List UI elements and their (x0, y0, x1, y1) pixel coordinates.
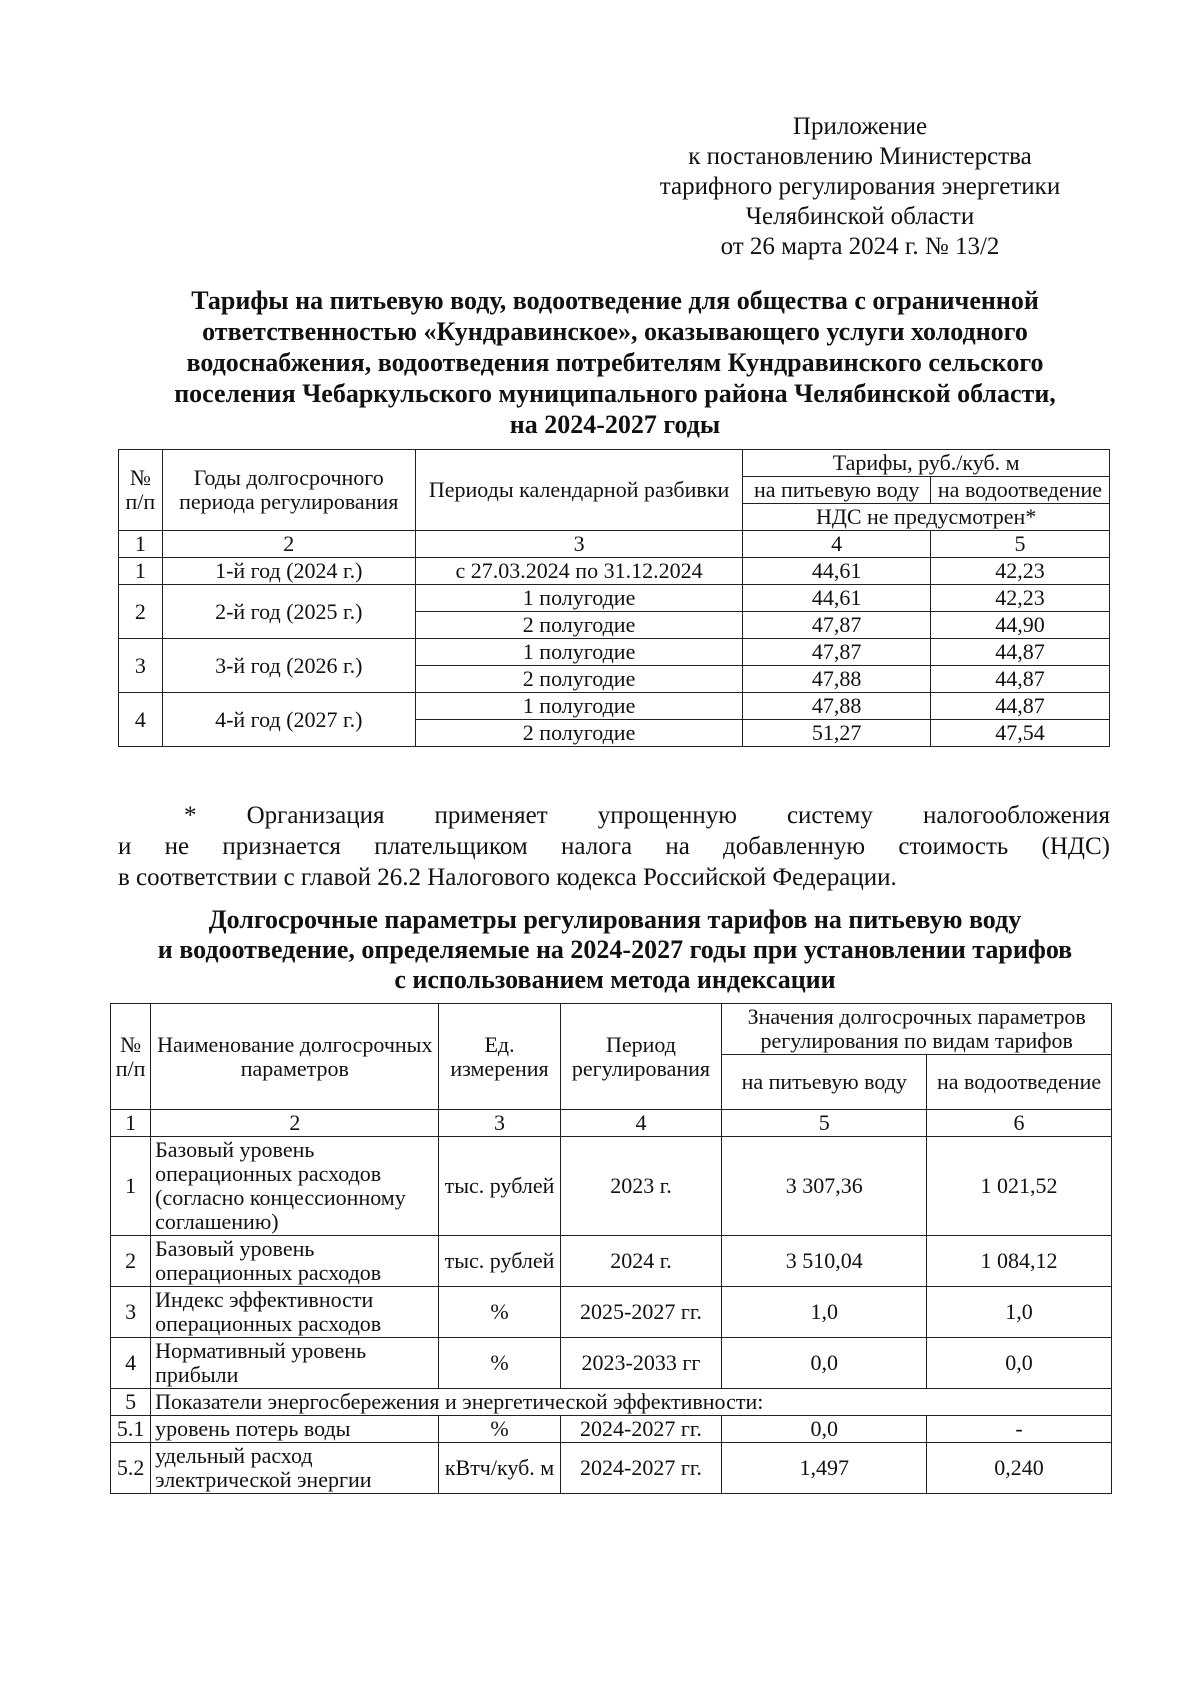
row-num: 3 (111, 1287, 151, 1338)
vat-footnote (118, 800, 1110, 893)
title-line: и водоотведение, определяемые на 2024-2027 годы при установлении тарифов (157, 935, 1073, 964)
table-row (111, 1236, 1112, 1287)
row-year: 2-й год (2025 г.) (162, 585, 415, 639)
table-row (111, 1287, 1112, 1338)
appendix-line: к постановлению Министерства (688, 143, 1032, 170)
table-row (119, 639, 1110, 666)
colnum: 1 (111, 1110, 151, 1137)
row-period: 2025-2027 гг. (560, 1287, 722, 1338)
colnum: 2 (151, 1110, 439, 1137)
footnote-line: * Организация применяет упрощенную системy налогообложения (184, 802, 1110, 829)
row-drain: 1 021,52 (927, 1137, 1112, 1236)
colnum: 5 (722, 1110, 927, 1137)
header-drain: на водоотведение (927, 1055, 1112, 1110)
row-name: удельный расход электрической энергии (151, 1443, 439, 1494)
colnum: 4 (743, 531, 931, 558)
row-drain: 42,23 (931, 585, 1110, 612)
row-drain: 0,240 (927, 1443, 1112, 1494)
row-period: 1 полугодие (415, 639, 742, 666)
row-water: 51,27 (743, 720, 931, 747)
row-period: 2023 г. (560, 1137, 722, 1236)
header-values: Значения долгосрочных параметров регулирования по видам тарифов (722, 1004, 1112, 1055)
row-water: 44,61 (743, 585, 931, 612)
header-unit: Ед. измерения (439, 1004, 560, 1110)
header-period: Период регулирования (560, 1004, 722, 1110)
row-num: 5.1 (111, 1416, 151, 1443)
header-water: на питьевую воду (722, 1055, 927, 1110)
table-row (111, 1137, 1112, 1236)
title-line: поселения Чебаркульского муниципального района Челябинской области, (174, 379, 1056, 408)
row-unit: % (439, 1338, 560, 1389)
row-unit: тыс. рублей (439, 1236, 560, 1287)
row-unit: тыс. рублей (439, 1137, 560, 1236)
header-name: Наименование долгосрочных параметров (151, 1004, 439, 1110)
header-water: на питьевую воду (743, 477, 931, 504)
table-row (111, 1338, 1112, 1389)
row-period: 2024 г. (560, 1236, 722, 1287)
row-period: 2024-2027 гг. (560, 1416, 722, 1443)
row-drain: - (927, 1416, 1112, 1443)
row-num: 5.2 (111, 1443, 151, 1494)
colnum: 1 (119, 531, 163, 558)
colnum: 3 (415, 531, 742, 558)
row-water: 0,0 (722, 1416, 927, 1443)
header-drain: на водоотведение (931, 477, 1110, 504)
row-num: 1 (111, 1137, 151, 1236)
appendix-line: Приложение (792, 113, 928, 140)
row-num: 2 (111, 1236, 151, 1287)
table-row (111, 1416, 1112, 1443)
row-unit: % (439, 1416, 560, 1443)
row-unit: % (439, 1287, 560, 1338)
row-name: Нормативный уровень прибыли (151, 1338, 439, 1389)
colnum: 5 (931, 531, 1110, 558)
row-num: 1 (119, 558, 163, 585)
row-drain: 1,0 (927, 1287, 1112, 1338)
table-row (111, 1443, 1112, 1494)
row-name: Базовый уровень операционных расходов (151, 1236, 439, 1287)
row-num: 2 (119, 585, 163, 639)
row-num: 5 (111, 1389, 151, 1416)
row-water: 47,88 (743, 666, 931, 693)
row-water: 3 510,04 (722, 1236, 927, 1287)
row-drain: 47,54 (931, 720, 1110, 747)
row-drain: 44,90 (931, 612, 1110, 639)
title-line: с использованием метода индексации (394, 965, 836, 994)
row-period: 1 полугодие (415, 585, 742, 612)
row-name: Базовый уровень операционных расходов (согласно концессионному соглашению) (151, 1137, 439, 1236)
row-period: с 27.03.2024 по 31.12.2024 (415, 558, 742, 585)
row-name: уровень потерь воды (151, 1416, 439, 1443)
header-vat: НДС не предусмотрен* (743, 504, 1110, 531)
header-num: № п/п (111, 1004, 151, 1110)
appendix-header (620, 112, 1100, 262)
header-periods: Периоды календарной разбивки (415, 450, 742, 531)
row-year: 1-й год (2024 г.) (162, 558, 415, 585)
footnote-line: и не признается плательщиком налога на добавленную стоимость (НДС) (118, 833, 1110, 860)
table-row (119, 558, 1110, 585)
row-drain: 0,0 (927, 1338, 1112, 1389)
row-year: 4-й год (2027 г.) (162, 693, 415, 747)
row-num: 3 (119, 639, 163, 693)
appendix-line: Челябинской области (745, 203, 975, 230)
row-period: 2 полугодие (415, 666, 742, 693)
row-name: Индекс эффективности операционных расходов (151, 1287, 439, 1338)
row-drain: 44,87 (931, 666, 1110, 693)
row-num: 4 (111, 1338, 151, 1389)
row-period: 1 полугодие (415, 693, 742, 720)
row-water: 0,0 (722, 1338, 927, 1389)
table-row (111, 1389, 1112, 1416)
header-tariffs: Тарифы, руб./куб. м (743, 450, 1110, 477)
title-line: ответственностью «Кундравинское», оказывающего услуги холодного (202, 317, 1028, 346)
table-row (119, 693, 1110, 720)
colnum: 4 (560, 1110, 722, 1137)
row-year: 3-й год (2026 г.) (162, 639, 415, 693)
row-period: 2023-2033 гг (560, 1338, 722, 1389)
title-line: Тарифы на питьевую воду, водоотведение для общества с ограниченной (191, 286, 1039, 315)
row-num: 4 (119, 693, 163, 747)
title-line: водоснабжения, водоотведения потребителям Кундравинского сельского (186, 348, 1044, 377)
section-title: Показатели энергосбережения и энергетической эффективности: (151, 1389, 1112, 1416)
row-period: 2 полугодие (415, 612, 742, 639)
row-water: 3 307,36 (722, 1137, 927, 1236)
tariffs-table (118, 449, 1110, 747)
row-water: 1,497 (722, 1443, 927, 1494)
tariffs-title (120, 285, 1110, 440)
row-water: 44,61 (743, 558, 931, 585)
row-water: 47,88 (743, 693, 931, 720)
title-line: Долгосрочные параметры регулирования тарифов на питьевую воду (208, 905, 1022, 934)
header-years: Годы долгосрочного периода регулирования (162, 450, 415, 531)
row-period: 2 полугодие (415, 720, 742, 747)
row-water: 1,0 (722, 1287, 927, 1338)
row-unit: кВтч/куб. м (439, 1443, 560, 1494)
appendix-line: от 26 марта 2024 г. № 13/2 (720, 233, 1000, 260)
colnum: 6 (927, 1110, 1112, 1137)
row-water: 47,87 (743, 612, 931, 639)
title-line: на 2024-2027 годы (509, 410, 721, 439)
row-drain: 42,23 (931, 558, 1110, 585)
parameters-title (110, 905, 1120, 995)
appendix-line: тарифного регулирования энергетики (659, 173, 1061, 200)
row-water: 47,87 (743, 639, 931, 666)
colnum: 2 (162, 531, 415, 558)
footnote-line: в соответствии с главой 26.2 Налогового кодекса Российской Федерации. (118, 864, 897, 891)
parameters-table (110, 1003, 1112, 1494)
row-drain: 1 084,12 (927, 1236, 1112, 1287)
colnum: 3 (439, 1110, 560, 1137)
row-drain: 44,87 (931, 639, 1110, 666)
row-period: 2024-2027 гг. (560, 1443, 722, 1494)
header-num: № п/п (119, 450, 163, 531)
row-drain: 44,87 (931, 693, 1110, 720)
table-row (119, 585, 1110, 612)
